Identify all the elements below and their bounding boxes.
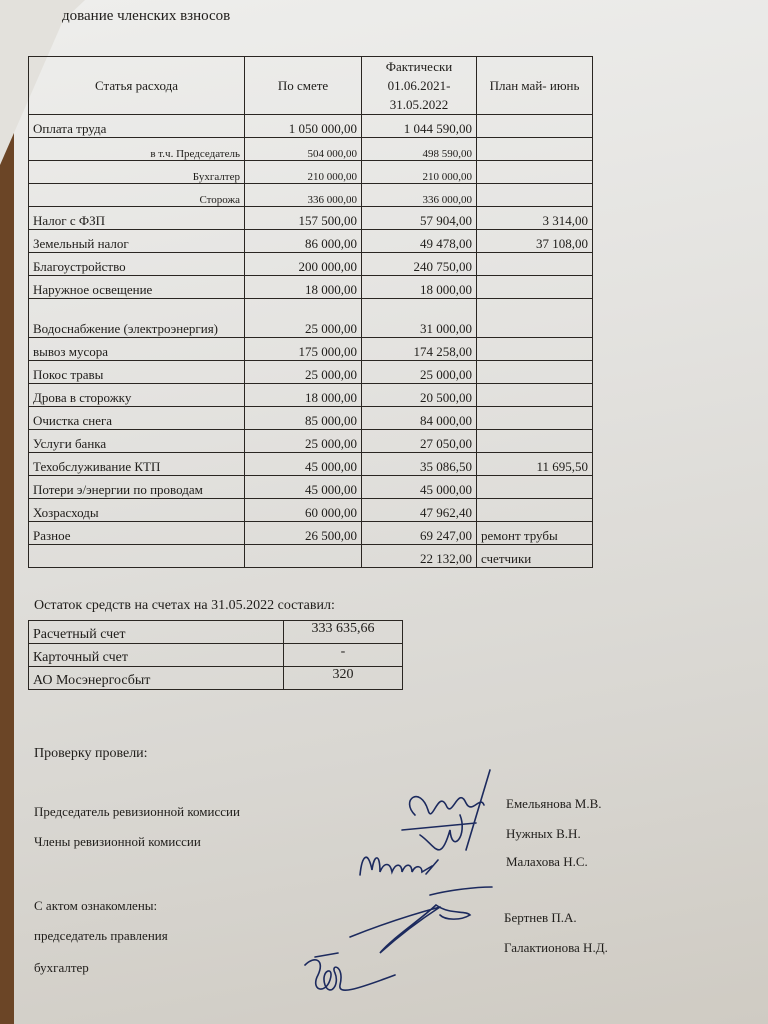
audit-name-2: Нужных В.Н.: [506, 826, 581, 841]
ack-heading: С актом ознакомлены:: [34, 898, 158, 913]
table-row: [29, 545, 593, 568]
table-row: [29, 499, 593, 522]
audit-name-3: Малахова Н.С.: [506, 854, 588, 869]
row-actual: 84 000,00: [362, 407, 477, 430]
row-plan: [477, 138, 593, 161]
header-actual: [362, 57, 477, 115]
table-row: [29, 161, 593, 184]
board-chair-role: председатель правления: [34, 928, 168, 943]
row-note: ремонт трубы: [477, 522, 593, 545]
row-item: в т.ч. Председатель: [29, 138, 245, 161]
row-budget: 25 000,00: [245, 430, 362, 453]
row-actual: 69 247,00: [362, 522, 477, 545]
row-actual: 18 000,00: [362, 276, 477, 299]
row-budget: 504 000,00: [245, 138, 362, 161]
header-budget: По смете: [245, 57, 362, 115]
row-item: вывоз мусора: [29, 338, 245, 361]
table-row: [29, 276, 593, 299]
row-budget: 18 000,00: [245, 276, 362, 299]
row-item: Налог с ФЗП: [29, 207, 245, 230]
row-actual: 45 000,00: [362, 476, 477, 499]
row-item: Оплата труда: [29, 115, 245, 138]
balance-value: 320: [284, 667, 403, 690]
row-budget: 45 000,00: [245, 453, 362, 476]
row-actual: 27 050,00: [362, 430, 477, 453]
header-actual-line1: Фактически: [385, 59, 453, 74]
row-budget: 200 000,00: [245, 253, 362, 276]
row-actual: 210 000,00: [362, 161, 477, 184]
balance-row: [29, 644, 403, 667]
row-plan: [477, 476, 593, 499]
header-actual-line3: 31.05.2022: [389, 97, 449, 112]
row-budget: [245, 545, 362, 568]
header-actual-line2: 01.06.2021-: [387, 78, 451, 93]
table-header-row: [29, 57, 593, 115]
signature-malakhova: [350, 840, 470, 885]
row-plan: 3 314,00: [477, 207, 593, 230]
row-plan: [477, 115, 593, 138]
table-row: [29, 207, 593, 230]
table-row: [29, 430, 593, 453]
table-row: [29, 184, 593, 207]
row-item: Хозрасходы: [29, 499, 245, 522]
row-budget: 86 000,00: [245, 230, 362, 253]
ack-name-1: Бертнев П.А.: [504, 910, 577, 925]
row-budget: 60 000,00: [245, 499, 362, 522]
row-item: Услуги банка: [29, 430, 245, 453]
row-actual: 49 478,00: [362, 230, 477, 253]
signature-galaktionova: [300, 945, 410, 1005]
row-budget: 18 000,00: [245, 384, 362, 407]
row-plan: [477, 430, 593, 453]
table-row: [29, 407, 593, 430]
document-title: дование членских взносов: [62, 8, 231, 24]
table-row: [29, 361, 593, 384]
row-plan: 11 695,50: [477, 453, 593, 476]
balance-row: [29, 667, 403, 690]
audit-name-1: Емельянова М.В.: [506, 796, 602, 811]
row-budget: 336 000,00: [245, 184, 362, 207]
row-actual: 35 086,50: [362, 453, 477, 476]
row-item: Благоустройство: [29, 253, 245, 276]
row-note: счетчики: [477, 545, 593, 568]
audit-chair-role: Председатель ревизионной комиссии: [34, 804, 240, 819]
header-plan: План май- июнь: [477, 57, 593, 115]
balance-table: [28, 620, 403, 690]
row-actual: 1 044 590,00: [362, 115, 477, 138]
table-row: [29, 453, 593, 476]
row-actual: 498 590,00: [362, 138, 477, 161]
balance-value: -: [284, 644, 403, 667]
table-row: [29, 522, 593, 545]
row-budget: 175 000,00: [245, 338, 362, 361]
row-budget: 45 000,00: [245, 476, 362, 499]
row-plan: [477, 361, 593, 384]
row-budget: 210 000,00: [245, 161, 362, 184]
row-plan: [477, 184, 593, 207]
row-item: Земельный налог: [29, 230, 245, 253]
table-row: [29, 115, 593, 138]
row-item: Дрова в сторожку: [29, 384, 245, 407]
row-actual: 22 132,00: [362, 545, 477, 568]
row-plan: [477, 276, 593, 299]
row-actual: 31 000,00: [362, 299, 477, 338]
row-budget: 157 500,00: [245, 207, 362, 230]
expense-table: [28, 56, 593, 568]
table-row: [29, 230, 593, 253]
table-row: [29, 138, 593, 161]
row-budget: 25 000,00: [245, 361, 362, 384]
row-budget: 25 000,00: [245, 299, 362, 338]
row-actual: 174 258,00: [362, 338, 477, 361]
row-item: Наружное освещение: [29, 276, 245, 299]
row-plan: [477, 161, 593, 184]
row-actual: 20 500,00: [362, 384, 477, 407]
row-plan: [477, 384, 593, 407]
table-row: [29, 384, 593, 407]
ack-name-2: Галактионова Н.Д.: [504, 940, 608, 955]
row-plan: [477, 299, 593, 338]
row-actual: 57 904,00: [362, 207, 477, 230]
balance-label: Карточный счет: [29, 644, 284, 667]
row-actual: 25 000,00: [362, 361, 477, 384]
row-plan: [477, 499, 593, 522]
audit-members-role: Члены ревизионной комиссии: [34, 834, 201, 849]
row-plan: [477, 407, 593, 430]
row-actual: 336 000,00: [362, 184, 477, 207]
row-plan: [477, 338, 593, 361]
row-item: Водоснабжение (электроэнергия): [29, 299, 245, 338]
row-plan: [477, 253, 593, 276]
row-item: [29, 545, 245, 568]
header-item: Статья расхода: [29, 57, 245, 115]
row-actual: 240 750,00: [362, 253, 477, 276]
balance-value: 333 635,66: [284, 621, 403, 644]
table-row: [29, 253, 593, 276]
row-item: Потери э/энергии по проводам: [29, 476, 245, 499]
balance-label: Расчетный счет: [29, 621, 284, 644]
row-item: Сторожа: [29, 184, 245, 207]
row-budget: 1 050 000,00: [245, 115, 362, 138]
row-plan: 37 108,00: [477, 230, 593, 253]
audit-heading: Проверку провели:: [34, 746, 148, 761]
row-item: Покос травы: [29, 361, 245, 384]
row-item: Бухгалтер: [29, 161, 245, 184]
table-row: [29, 338, 593, 361]
accountant-role: бухгалтер: [34, 960, 89, 975]
row-item: Техобслуживание КТП: [29, 453, 245, 476]
row-budget: 85 000,00: [245, 407, 362, 430]
balance-row: [29, 621, 403, 644]
table-row: [29, 476, 593, 499]
row-budget: 26 500,00: [245, 522, 362, 545]
balance-title: Остаток средств на счетах на 31.05.2022 составил:: [34, 598, 335, 613]
balance-label: АО Мосэнергосбыт: [29, 667, 284, 690]
row-actual: 47 962,40: [362, 499, 477, 522]
row-item: Разное: [29, 522, 245, 545]
table-row: [29, 299, 593, 338]
row-item: Очистка снега: [29, 407, 245, 430]
